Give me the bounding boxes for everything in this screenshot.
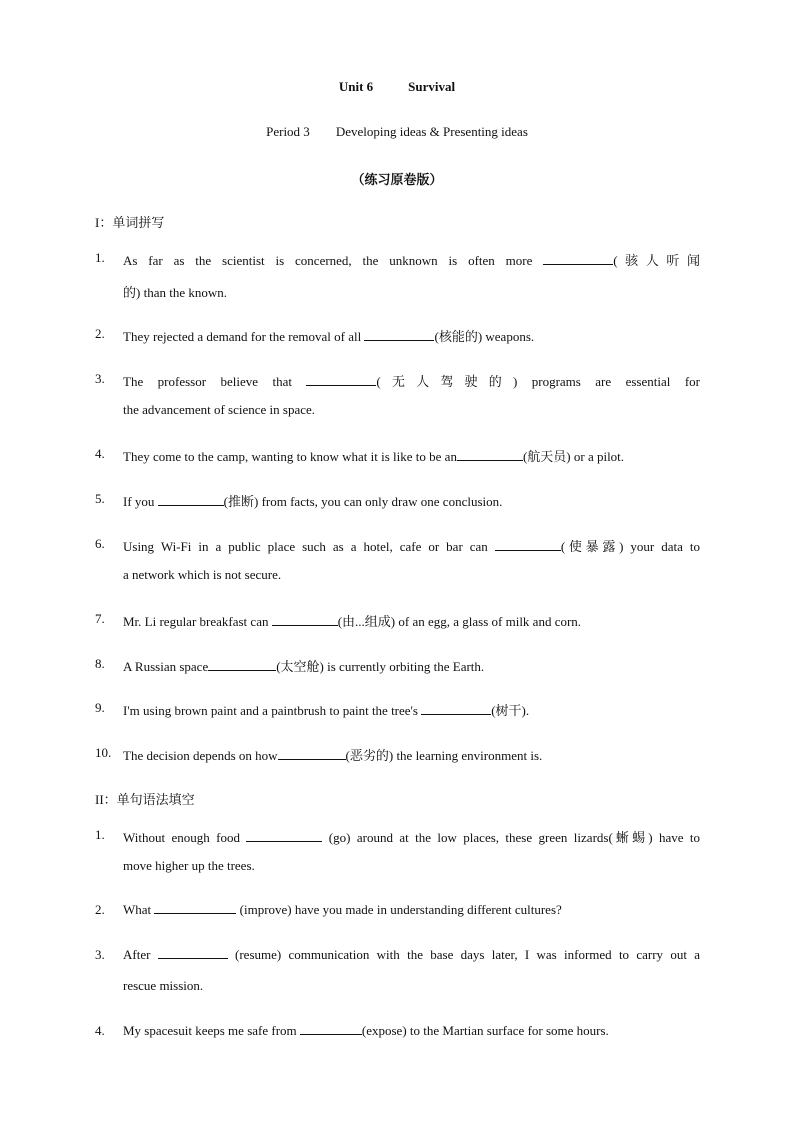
item-text-b: (使暴露) your data to [560,539,700,554]
item-text-b: (无人驾驶的) programs are essential for [376,374,700,389]
item-text-b: (航天员) or a pilot. [522,449,625,464]
item-number: 6. [95,536,105,551]
section2-title: II：单句语法填空 [95,792,195,807]
answer-blank[interactable] [278,748,346,760]
item-text-a: If you [123,494,158,509]
answer-blank[interactable] [158,947,228,959]
period-heading [0,124,794,140]
item-text-b: (骇人听闻 [613,253,700,268]
item-text-a: The decision depends on how [123,748,278,763]
item-number: 10. [95,745,112,760]
item-text-b: (树干). [491,703,530,718]
item-text-a: I'm using brown paint and a paintbrush to paint the tree's [123,703,422,718]
item-text-b: (推断) from facts, you can only draw one conclusion. [223,494,503,509]
answer-blank[interactable] [421,703,491,715]
item-number: 3. [95,947,105,962]
item-text [123,446,700,465]
item-text-a: A Russian space [123,659,209,674]
item-text-a: Without enough food [123,830,247,845]
item-text-b: (expose) to the Martian surface for some hours. [361,1023,609,1038]
item-text [123,250,700,269]
item-number: 8. [95,656,105,671]
answer-blank[interactable] [208,659,276,671]
item-text-b: (go) around at the low places, these green lizards(蜥蜴) have to [322,830,701,845]
item-text [123,326,700,345]
unit-label: Unit 6 [338,79,374,94]
answer-blank[interactable] [306,374,376,386]
item-text-a: What [123,902,155,917]
answer-blank[interactable] [246,830,322,842]
item-number: 1. [95,250,105,265]
item-text-a: My spacesuit keeps me safe from [123,1023,300,1038]
version-label: （练习原卷版） [351,172,443,187]
item-text [123,947,700,963]
unit-heading [0,79,794,95]
item-text-b: (恶劣的) the learning environment is. [345,748,543,763]
item-number: 2. [95,326,105,341]
item-text [123,700,700,719]
section1-title: I：单词拼写 [95,215,165,230]
item-text [123,902,700,918]
item-text-a: As far as the scientist is concerned, the unknown is often more [123,253,544,268]
period-label: Period 3 [266,124,310,139]
item-text [123,1023,700,1039]
answer-blank[interactable] [543,253,613,265]
item-text [123,827,700,846]
item-text-a: After [123,947,158,962]
item-text-continued: a network which is not secure. [123,567,282,582]
item-text-a: They come to the camp, wanting to know what it is like to be an [123,449,457,464]
answer-blank[interactable] [457,449,523,461]
item-number: 4. [95,446,105,461]
item-text-a: Mr. Li regular breakfast can [123,614,272,629]
item-text-b: (improve) have you made in understanding different cultures? [236,902,562,917]
answer-blank[interactable] [154,902,236,914]
item-number: 1. [95,827,105,842]
item-text [123,611,700,630]
unit-title: Survival [408,79,456,94]
item-number: 7. [95,611,105,626]
answer-blank[interactable] [272,614,338,626]
item-text-b: (由...组成) of an egg, a glass of milk and corn. [337,614,582,629]
item-text [123,656,700,675]
item-number: 3. [95,371,105,386]
item-text-continued: the advancement of science in space. [123,402,316,417]
item-text-continued: move higher up the trees. [123,858,255,873]
item-number: 4. [95,1023,105,1038]
item-number: 5. [95,491,105,506]
item-number: 2. [95,902,105,917]
item-text-continued: rescue mission. [123,978,204,993]
answer-blank[interactable] [364,329,434,341]
item-text-a: They rejected a demand for the removal of all [123,329,365,344]
item-text [123,371,700,390]
answer-blank[interactable] [158,494,224,506]
item-text [123,491,700,510]
item-text-b: (核能的) weapons. [434,329,535,344]
period-title: Developing ideas & Presenting ideas [335,124,528,139]
item-text-b: (太空舱) is currently orbiting the Earth. [276,659,485,674]
item-text-a: The professor believe that [123,374,307,389]
item-text [123,536,700,555]
item-text-a: Using Wi-Fi in a public place such as a hotel, cafe or bar can [123,539,495,554]
item-number: 9. [95,700,105,715]
answer-blank[interactable] [300,1023,362,1035]
item-text-continued: 的) than the known. [123,285,227,300]
item-text [123,745,700,764]
item-text-b: (resume) communication with the base days later, I was informed to carry out a [227,947,701,962]
answer-blank[interactable] [495,539,561,551]
